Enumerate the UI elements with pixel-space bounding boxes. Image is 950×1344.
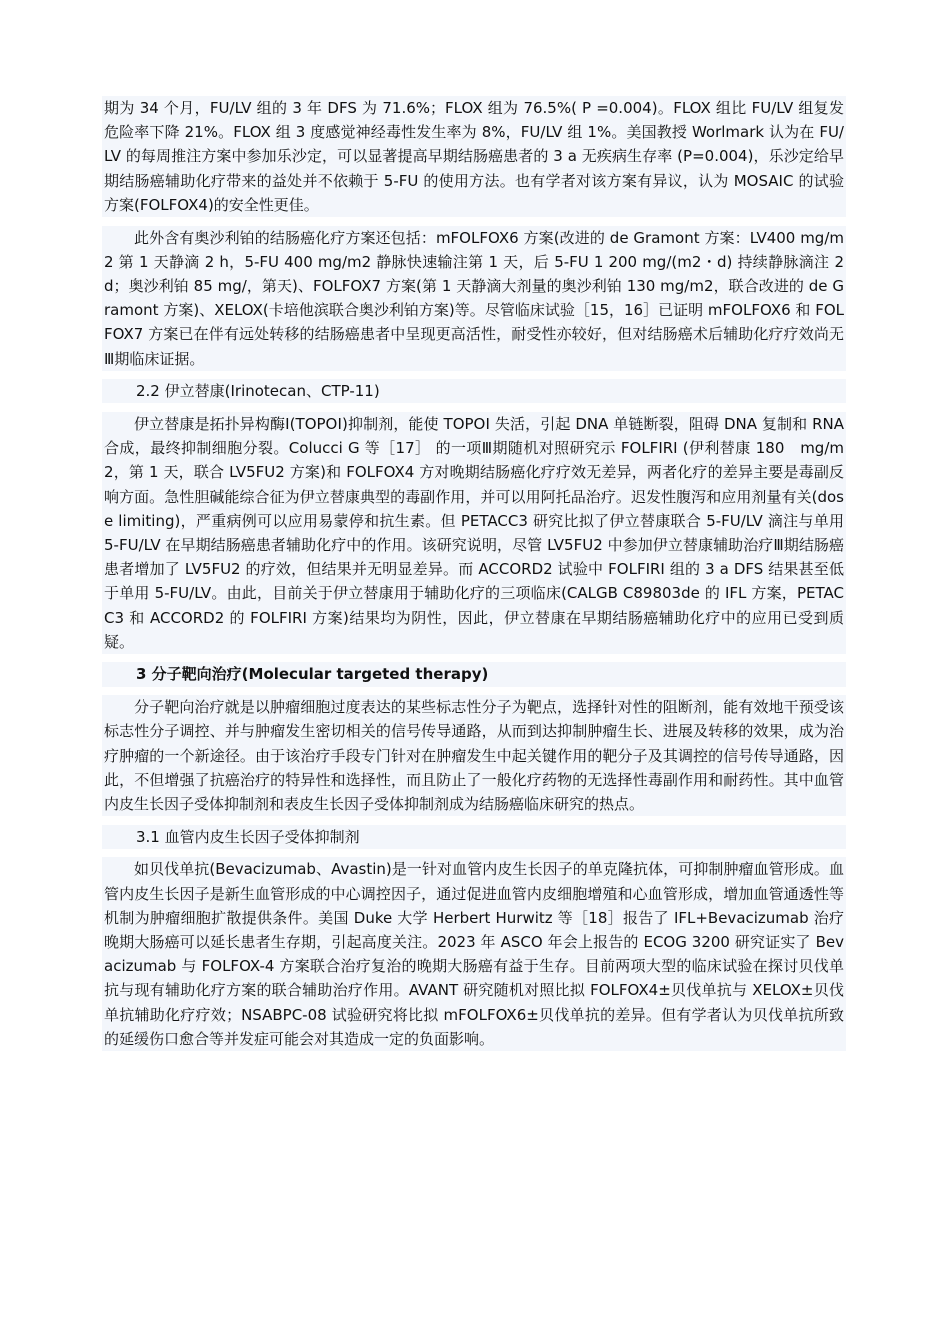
paragraph-irinotecan: 伊立替康是拓扑异构酶Ⅰ(TOPOⅠ)抑制剂，能使 TOPOⅠ 失活，引起 DNA 单链断裂，阻碍 DNA 复制和 RNA 合成，最终抑制细胞分裂。Colucci G 等［17］ 的一项Ⅲ期随机对照研究示 FOLFIRI (伊利替康 180 mg/m2，第 1 天，联合 LV5FU2 方案)和 FOLFOX4 方对晚期结肠癌化疗疗效无差异，两者化疗的差异主要是毒副反响方面。急性胆碱能综合征为伊立替康典型的毒副作用，并可以用阿托品治疗。迟发性腹泻和应用剂量有关(dose limiting)，严重病例可以应用易蒙停和抗生素。但 PETACC3 研究比拟了伊立替康联合 5-FU/LV 滴注与单用 5-FU/LV 在早期结肠癌患者辅助化疗中的作用。该研究说明，尽管 LV5FU2 中参加伊立替康辅助治疗Ⅲ期结肠癌患者增加了 LV5FU2 的疗效，但结果并无明显差异。而 ACCORD2 试验中 FOLFIRI 组的 3 a DFS 结果甚至低于单用 5-FU/LV。由此，目前关于伊立替康用于辅助化疗的三项临床(CALGB C89803de 的 IFL 方案，PETACC3 和 ACCORD2 的 FOLFIRI 方案)结果均为阴性，因此，伊立替康在早期结肠癌辅助化疗中的应用已受到质疑。 [102,412,846,654]
section-heading-vegf-inhibitors: 3.1 血管内皮生长因子受体抑制剂 [102,825,846,849]
paragraph-gap [102,816,846,825]
paragraph-targeted-therapy: 分子靶向治疗就是以肿瘤细胞过度表达的某些标志性分子为靶点，选择针对性的阻断剂，能有效地干预受该标志性分子调控、并与肿瘤发生密切相关的信号传导通路，从而到达抑制肿瘤生长、进展及转移的效果，成为治疗肿瘤的一个新途径。由于该治疗手段专门针对在肿瘤发生中起关键作用的靶分子及其调控的信号传导通路，因此，不但增强了抗癌治疗的特异性和选择性，而且防止了一般化疗药物的无选择性毒副作用和耐药性。其中血管内皮生长因子受体抑制剂和表皮生长因子受体抑制剂成为结肠癌临床研究的热点。 [102,695,846,816]
paragraph-gap [102,849,846,858]
paragraph-oxaliplatin-regimens: 此外含有奥沙利铂的结肠癌化疗方案还包括：mFOLFOX6 方案(改进的 de Gramont 方案：LV400 mg/m2 第 1 天静滴 2 h，5-FU 400 mg/m2 静脉快速输注第 1 天，后 5-FU 1 200 mg/(m2・d) 持续静脉滴注 2 d；奥沙利铂 85 mg/，第天)、FOLFOX7 方案(第 1 天静滴大剂量的奥沙利铂 130 mg/m2，联合改进的 de Gramont 方案)、XELOX(卡培他滨联合奥沙利铂方案)等。尽管临床试验［15，16］已证明 mFOLFOX6 和 FOLFOX7 方案已在伴有远处转移的结肠癌患者中呈现更高活性，耐受性亦较好，但对结肠癌术后辅助化疗疗效尚无Ⅲ期临床证据。 [102,226,846,371]
section-heading-irinotecan: 2.2 伊立替康(Irinotecan、CTP-11) [102,379,846,403]
paragraph-bevacizumab: 如贝伐单抗(Bevacizumab、Avastin)是一针对血管内皮生长因子的单克隆抗体，可抑制肿瘤血管形成。血管内皮生长因子是新生血管形成的中心调控因子，通过促进血管内皮细胞增殖和心血管形成，增加血管通透性等机制为肿瘤细胞扩散提供条件。美国 Duke 大学 Herbert Hurwitz 等［18］报告了 IFL+Bevacizumab 治疗晚期大肠癌可以延长患者生存期，引起高度关注。2023 年 ASCO 年会上报告的 ECOG 3200 研究证实了 Bevacizumab 与 FOLFOX-4 方案联合治疗复治的晚期大肠癌有益于生存。目前两项大型的临床试验在探讨贝伐单抗与现有辅助化疗方案的联合辅助治疗作用。AVANT 研究随机对照比拟 FOLFOX4±贝伐单抗与 XELOX±贝伐单抗辅助化疗疗效；NSABPC-08 试验研究将比拟 mFOLFOX6±贝伐单抗的差异。但有学者认为贝伐单抗所致的延缓伤口愈合等并发症可能会对其造成一定的负面影响。 [102,857,846,1051]
section-heading-targeted-therapy: 3 分子靶向治疗(Molecular targeted therapy) [102,662,846,686]
paragraph-gap [102,654,846,663]
paragraph-flox-results: 期为 34 个月，FU/LV 组的 3 年 DFS 为 71.6%；FLOX 组为 76.5%( P =0.004)。FLOX 组比 FU/LV 组复发危险率下降 21%。FLOX 组 3 度感觉神经毒性发生率为 8%，FU/LV 组 1%。美国教授 Worlmark 认为在 FU/LV 的每周推注方案中参加乐沙定，可以显著提高早期结肠癌患者的 3 a 无疾病生存率 (P=0.004)，乐沙定给早期结肠癌辅助化疗带来的益处并不依赖于 5-FU 的使用方法。也有学者对该方案有异议，认为 MOSAIC 的试验方案(FOLFOX4)的安全性更佳。 [102,96,846,217]
document-page [102,96,846,1051]
paragraph-gap [102,371,846,380]
paragraph-gap [102,217,846,226]
paragraph-gap [102,687,846,696]
paragraph-gap [102,403,846,412]
